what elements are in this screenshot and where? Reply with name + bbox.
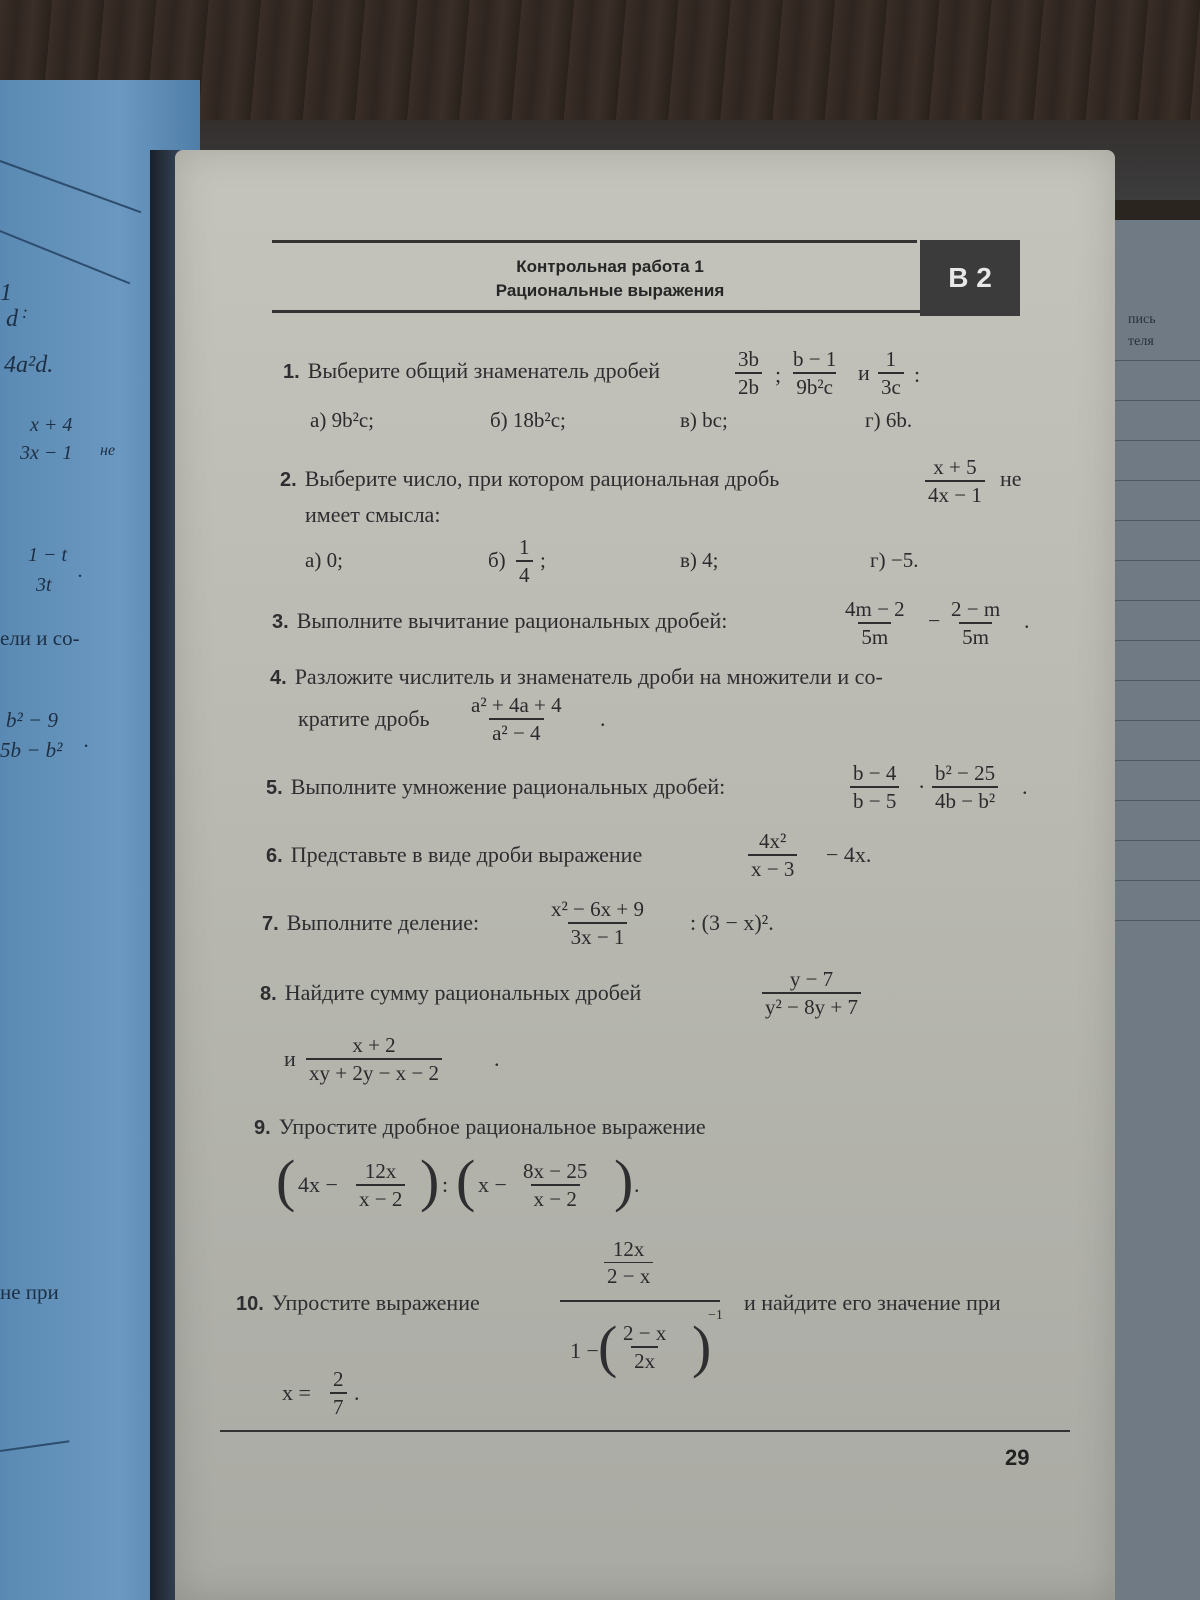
denominator: x − 2 <box>356 1184 405 1212</box>
denominator: 5m <box>858 622 891 650</box>
fraction <box>790 346 839 400</box>
fraction <box>735 346 762 400</box>
numerator: y − 7 <box>789 967 834 991</box>
title-line-1: Контрольная работа 1 <box>516 257 704 276</box>
task-number: 2. <box>280 469 297 491</box>
left-page-rule <box>0 230 130 284</box>
task-text: Выполните деление: <box>286 910 480 935</box>
left-page-text: . <box>78 560 83 582</box>
numerator: 4x² <box>759 829 787 853</box>
numerator: 2 − m <box>951 597 1001 621</box>
answer-option-a[interactable]: а) 0; <box>305 548 343 572</box>
left-page-text: 4a²d. <box>4 352 54 378</box>
task-text: Выберите число, при котором рациональная дробь <box>304 466 780 491</box>
numerator: 12x <box>364 1159 397 1183</box>
task-4 <box>270 664 883 690</box>
numerator: 8x − 25 <box>523 1159 588 1183</box>
notebook-rule <box>1110 560 1200 561</box>
answer-option-d[interactable]: г) 6b. <box>865 408 913 432</box>
right-paren: ) <box>692 1314 712 1379</box>
numerator: b² − 25 <box>935 761 996 785</box>
numerator: 1 <box>885 347 897 371</box>
fraction <box>548 896 647 950</box>
punctuation: : <box>914 362 921 387</box>
right-paren: ) <box>420 1148 440 1213</box>
exponent: −1 <box>708 1308 723 1323</box>
denominator: b − 5 <box>850 786 899 814</box>
punctuation: . <box>354 1380 360 1405</box>
left-page-text: 1 <box>0 280 12 306</box>
notebook-rule <box>1110 760 1200 761</box>
left-page-rule <box>0 1440 69 1452</box>
denominator: y² − 8y + 7 <box>762 992 861 1020</box>
task-2 <box>280 466 779 492</box>
punctuation: . <box>1022 774 1028 799</box>
notebook-rule <box>1110 400 1200 401</box>
expression-part: 1 − <box>570 1338 599 1363</box>
expression-part: x − <box>478 1172 507 1197</box>
numerator: x² − 6x + 9 <box>551 897 644 921</box>
task-3 <box>272 608 727 634</box>
numerator: 3b <box>738 347 759 371</box>
task-1 <box>283 358 660 384</box>
right-notebook-text: пись <box>1128 312 1156 327</box>
task-text: Упростите выражение <box>271 1290 480 1315</box>
numerator: a² + 4a + 4 <box>471 693 562 717</box>
answer-option-d[interactable]: г) −5. <box>870 548 919 572</box>
left-page-text: 5b − b² <box>0 738 63 762</box>
fraction <box>520 1158 590 1212</box>
conjunction: и <box>284 1046 296 1071</box>
footer-rule <box>220 1430 1070 1432</box>
left-page-text: x + 4 <box>30 414 73 436</box>
fraction <box>842 596 908 650</box>
answer-option-a[interactable]: а) 9b²c; <box>310 408 375 432</box>
task-number: 5. <box>266 777 283 799</box>
operator: : <box>442 1172 449 1197</box>
task-text: Упростите дробное рациональное выражение <box>278 1114 706 1139</box>
notebook-rule <box>1110 800 1200 801</box>
task-text: Выполните вычитание рациональных дробей: <box>296 608 728 633</box>
left-page-text: ели и со- <box>0 626 80 650</box>
right-paren: ) <box>614 1148 634 1213</box>
denominator: 9b²c <box>793 372 836 400</box>
separator: ; <box>775 362 782 387</box>
numerator: x + 5 <box>933 455 977 479</box>
task-9 <box>254 1114 706 1140</box>
task-10 <box>236 1290 480 1316</box>
task-text: Представьте в виде дроби выражение <box>290 842 643 867</box>
left-paren: ( <box>598 1314 618 1379</box>
denominator: 2x <box>631 1346 658 1374</box>
denominator: 7 <box>330 1392 347 1420</box>
notebook-rule <box>1110 480 1200 481</box>
denominator: 2 − x <box>604 1262 653 1289</box>
fraction <box>620 1320 669 1374</box>
task-number: 7. <box>262 913 279 935</box>
punctuation: . <box>494 1046 500 1071</box>
task-number: 1. <box>283 361 300 383</box>
notebook-rule <box>1110 840 1200 841</box>
denominator: x − 3 <box>748 854 797 882</box>
notebook-rule <box>1110 640 1200 641</box>
left-page-text: d <box>6 306 18 332</box>
numerator: b − 4 <box>853 761 897 785</box>
fraction <box>762 966 861 1020</box>
left-page-text: не при <box>0 1280 59 1304</box>
task-7 <box>262 910 479 936</box>
operator: − <box>928 608 941 633</box>
notebook-rule <box>1110 720 1200 721</box>
title-line-2: Рациональные выражения <box>495 281 725 300</box>
denominator: 4 <box>516 560 533 588</box>
numerator: 2 <box>333 1367 344 1391</box>
task-text: − 4x. <box>826 842 872 867</box>
punctuation: . <box>600 706 606 731</box>
left-page-text: 3x − 1 <box>20 442 73 464</box>
task-text: не <box>1000 466 1022 491</box>
denominator: x − 2 <box>531 1184 580 1212</box>
task-text: Разложите числитель и знаменатель дроби на множители и со- <box>294 664 883 689</box>
right-notebook-text: теля <box>1128 334 1154 349</box>
task-text: : (3 − x)². <box>690 910 774 935</box>
task-number: 8. <box>260 983 277 1005</box>
fraction <box>878 346 904 400</box>
denominator: xy + 2y − x − 2 <box>306 1058 442 1086</box>
punctuation: . <box>1024 608 1030 633</box>
fraction <box>850 760 899 814</box>
task-text: Найдите сумму рациональных дробей <box>284 980 642 1005</box>
fraction <box>516 534 533 588</box>
denominator: 4b − b² <box>932 786 998 814</box>
operator: · <box>918 774 926 799</box>
task-number: 4. <box>270 667 287 689</box>
numerator: 4m − 2 <box>845 597 905 621</box>
notebook-rule <box>1110 520 1200 521</box>
task-text: и найдите его значение при <box>744 1290 1001 1315</box>
punctuation: ; <box>540 548 546 572</box>
numerator: 2 − x <box>623 1321 667 1345</box>
task-number: 10. <box>236 1293 264 1315</box>
expression-part: 4x − <box>298 1172 338 1197</box>
task-text: кратите дробь <box>298 706 430 731</box>
fraction <box>306 1032 442 1086</box>
left-page-text: . <box>84 728 90 752</box>
fraction <box>468 692 565 746</box>
notebook-rule <box>1110 880 1200 881</box>
inner-fraction <box>604 1236 653 1289</box>
task-6 <box>266 842 642 868</box>
fraction <box>948 596 1003 650</box>
numerator: b − 1 <box>793 347 837 371</box>
page-title <box>430 255 790 303</box>
left-page-text: 3t <box>36 574 52 596</box>
right-notebook <box>1110 220 1200 1600</box>
notebook-rule <box>1110 680 1200 681</box>
notebook-rule <box>1110 600 1200 601</box>
answer-option-c[interactable]: в) bc; <box>680 408 728 432</box>
left-page-text: : <box>22 302 28 322</box>
fraction <box>925 454 985 508</box>
variable-label: x = <box>282 1380 311 1405</box>
left-page-text: 1 − t <box>28 544 68 566</box>
denominator: 2b <box>735 372 762 400</box>
fraction <box>356 1158 405 1212</box>
main-fraction-bar <box>560 1300 720 1302</box>
fraction <box>748 828 797 882</box>
denominator: 5m <box>959 622 992 650</box>
task-number: 9. <box>254 1117 271 1139</box>
denominator: 4x − 1 <box>925 480 985 508</box>
task-5 <box>266 774 725 800</box>
task-text: Выберите общий знаменатель дробей <box>307 358 661 383</box>
task-text: имеет смысла: <box>305 502 441 527</box>
answer-option-b[interactable]: б) 18b²c; <box>490 408 566 432</box>
task-text: Выполните умножение рациональных дробей: <box>290 774 726 799</box>
fraction <box>932 760 998 814</box>
left-page-rule <box>0 160 141 213</box>
task-number: 3. <box>272 611 289 633</box>
denominator: a² − 4 <box>489 718 543 746</box>
denominator: 3x − 1 <box>568 922 628 950</box>
notebook-rule <box>1110 920 1200 921</box>
numerator: 1 <box>519 535 530 559</box>
page-number: 29 <box>1005 1445 1030 1470</box>
variant-badge: B 2 <box>920 240 1020 316</box>
task-8 <box>260 980 641 1006</box>
numerator: x + 2 <box>352 1033 396 1057</box>
notebook-rule <box>1110 440 1200 441</box>
left-paren: ( <box>276 1148 296 1213</box>
notebook-rule <box>1110 360 1200 361</box>
left-paren: ( <box>456 1148 476 1213</box>
numerator: 12x <box>612 1237 645 1261</box>
answer-option-b[interactable]: б) <box>488 548 506 572</box>
answer-option-c[interactable]: в) 4; <box>680 548 719 572</box>
fraction <box>330 1366 347 1420</box>
task-number: 6. <box>266 845 283 867</box>
left-page-text: не <box>100 442 116 459</box>
left-page-text: b² − 9 <box>6 708 58 732</box>
denominator: 3c <box>878 372 904 400</box>
conjunction: и <box>858 360 870 385</box>
punctuation: . <box>634 1172 640 1197</box>
